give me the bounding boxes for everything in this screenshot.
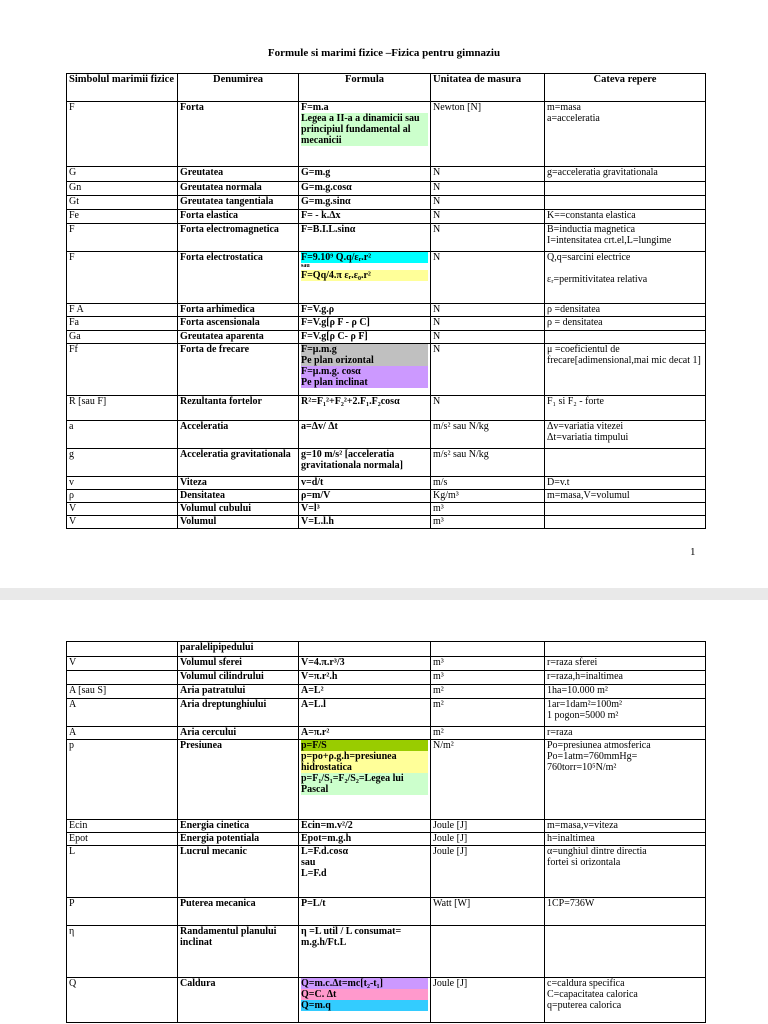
document-page-2 <box>0 600 768 1024</box>
cell-symbol: Gt <box>67 196 178 210</box>
cell-symbol: V <box>67 657 178 671</box>
cell-notes: c=caldura specifica C=capacitatea calorica q=puterea calorica <box>545 978 706 1023</box>
formula-line: G=m.g <box>301 167 331 178</box>
cell-unit: N <box>431 182 545 196</box>
cell-notes <box>545 182 706 196</box>
table-row <box>67 167 706 182</box>
table-header-row <box>67 74 706 102</box>
cell-name: Volumul sferei <box>178 657 299 671</box>
formula-line: F=9.10⁹ Q.q/εᵣ.r² <box>301 252 428 263</box>
cell-notes <box>545 196 706 210</box>
table-row <box>67 846 706 898</box>
formula-line: sau <box>301 857 316 868</box>
cell-unit: N <box>431 196 545 210</box>
cell-unit: m³ <box>431 671 545 685</box>
cell-symbol: g <box>67 449 178 477</box>
formula-line: P=L/t <box>301 898 326 909</box>
cell-name: Volumul cubului <box>178 503 299 516</box>
cell-formula <box>299 449 431 477</box>
cell-notes: 1ar=1dam²=100m² 1 pogon=5000 m² <box>545 699 706 727</box>
cell-notes <box>545 449 706 477</box>
cell-unit: Newton [N] <box>431 102 545 167</box>
cell-unit: m³ <box>431 657 545 671</box>
cell-name: Greutatea tangentiala <box>178 196 299 210</box>
cell-notes: r=raza sferei <box>545 657 706 671</box>
table-row <box>67 699 706 727</box>
cell-notes: Po=presiunea atmosferica Po=1atm=760mmHg= 760torr=10⁵N/m² <box>545 740 706 820</box>
cell-symbol: V <box>67 503 178 516</box>
table-row <box>67 224 706 252</box>
formula-line: V=4.π.r³/3 <box>301 657 345 668</box>
cell-name: Aria patratului <box>178 685 299 699</box>
table-row <box>67 396 706 421</box>
table-row <box>67 421 706 449</box>
cell-symbol: Ecin <box>67 820 178 833</box>
cell-name: Volumul cilindrului <box>178 671 299 685</box>
formula-line: a=Δv/ Δt <box>301 421 338 432</box>
page-number: 1 <box>690 546 696 558</box>
table-row <box>67 102 706 167</box>
formula-line: Epot=m.g.h <box>301 833 352 844</box>
cell-unit: Joule [J] <box>431 846 545 898</box>
formula-line: G=m.g.sinα <box>301 196 351 207</box>
cell-formula <box>299 846 431 898</box>
table-row <box>67 671 706 685</box>
formula-line: F= - k.Δx <box>301 210 341 221</box>
cell-symbol: Gn <box>67 182 178 196</box>
cell-name: Forta de frecare <box>178 344 299 396</box>
cell-symbol: a <box>67 421 178 449</box>
formula-line: G=m.g.cosα <box>301 182 352 193</box>
table-row <box>67 210 706 224</box>
cell-notes: m=masa a=acceleratia <box>545 102 706 167</box>
cell-notes: 1ha=10.000 m² <box>545 685 706 699</box>
cell-formula <box>299 926 431 978</box>
cell-notes <box>545 331 706 344</box>
formula-line: Legea a II-a a dinamicii sau principiul fundamental al mecanicii <box>301 113 428 146</box>
cell-formula <box>299 685 431 699</box>
table-row <box>67 820 706 833</box>
cell-notes <box>545 503 706 516</box>
cell-notes <box>545 926 706 978</box>
cell-notes: D=v.t <box>545 477 706 490</box>
table-row <box>67 252 706 304</box>
cell-unit: Joule [J] <box>431 820 545 833</box>
cell-name: Rezultanta fortelor <box>178 396 299 421</box>
formula-table-page-2 <box>66 641 706 1023</box>
cell-formula <box>299 477 431 490</box>
formula-line: ρ=m/V <box>301 490 331 501</box>
document-title: Formule si marimi fizice –Fizica pentru gimnaziu <box>267 47 501 59</box>
formula-line: sau <box>301 263 310 269</box>
formula-line: p=po+ρ.g.h=presiunea hidrostatica <box>301 751 428 773</box>
cell-symbol: A <box>67 699 178 727</box>
cell-unit: m² <box>431 727 545 740</box>
cell-notes: 1CP=736W <box>545 898 706 926</box>
table-row <box>67 490 706 503</box>
cell-name: Forta electromagnetica <box>178 224 299 252</box>
formula-line: F=B.I.L.sinα <box>301 224 356 235</box>
formula-line: Pe plan orizontal <box>301 355 428 366</box>
cell-notes: r=raza <box>545 727 706 740</box>
table-row <box>67 182 706 196</box>
cell-unit: Watt [W] <box>431 898 545 926</box>
table-row <box>67 503 706 516</box>
cell-formula <box>299 727 431 740</box>
cell-symbol: η <box>67 926 178 978</box>
formula-line: V=π.r².h <box>301 671 338 682</box>
formula-line: F=V.g.ρ <box>301 304 335 315</box>
cell-symbol: Q <box>67 978 178 1023</box>
formula-line: F=Qq/4.π εᵣ.ε₀.r² <box>301 270 428 281</box>
cell-unit: m² <box>431 699 545 727</box>
cell-name: Acceleratia gravitationala <box>178 449 299 477</box>
formula-line: p=F₁/S₁=F₂/S₂=Legea lui Pascal <box>301 773 428 795</box>
cell-symbol: F <box>67 252 178 304</box>
table-row <box>67 304 706 317</box>
cell-formula <box>299 490 431 503</box>
table-row <box>67 926 706 978</box>
table-row <box>67 833 706 846</box>
cell-formula <box>299 396 431 421</box>
cell-symbol: A <box>67 727 178 740</box>
cell-name: Caldura <box>178 978 299 1023</box>
cell-notes: g=acceleratia gravitationala <box>545 167 706 182</box>
cell-formula <box>299 657 431 671</box>
cell-notes: Δv=variatia vitezei Δt=variatia timpului <box>545 421 706 449</box>
cell-symbol: R [sau F] <box>67 396 178 421</box>
cell-symbol: p <box>67 740 178 820</box>
cell-notes: F₁ si F₂ - forte <box>545 396 706 421</box>
cell-formula <box>299 671 431 685</box>
cell-unit: N <box>431 396 545 421</box>
cell-notes <box>545 642 706 657</box>
cell-unit: N <box>431 210 545 224</box>
cell-unit: N <box>431 304 545 317</box>
formula-line: F=V.g[ρ F - ρ C] <box>301 317 370 328</box>
cell-name: Energia cinetica <box>178 820 299 833</box>
cell-name: Forta elastica <box>178 210 299 224</box>
cell-name: Aria cercului <box>178 727 299 740</box>
formula-line: η =L util / L consumat= m.g.h/Ft.L <box>301 926 402 948</box>
cell-unit <box>431 926 545 978</box>
header-name: Denumirea <box>178 74 299 102</box>
cell-notes: α=unghiul dintre directia fortei si orizontala <box>545 846 706 898</box>
cell-symbol: P <box>67 898 178 926</box>
formula-line: p=F/S <box>301 740 428 751</box>
cell-symbol: Fa <box>67 317 178 331</box>
cell-symbol <box>67 642 178 657</box>
cell-name: Aria dreptunghiului <box>178 699 299 727</box>
formula-line: Q=C. Δt <box>301 989 428 1000</box>
formula-line: V=L.l.h <box>301 516 334 527</box>
cell-formula <box>299 503 431 516</box>
cell-name: Lucrul mecanic <box>178 846 299 898</box>
header-unit: Unitatea de masura <box>431 74 545 102</box>
table-row <box>67 727 706 740</box>
cell-unit: m/s² sau N/kg <box>431 449 545 477</box>
cell-symbol: A [sau S] <box>67 685 178 699</box>
header-symbol: Simbolul marimii fizice <box>67 74 178 102</box>
cell-notes: ρ = densitatea <box>545 317 706 331</box>
cell-unit: N <box>431 167 545 182</box>
formula-line: F=μ.m.g <box>301 344 428 355</box>
cell-formula <box>299 102 431 167</box>
cell-notes: r=raza,h=inaltimea <box>545 671 706 685</box>
cell-formula <box>299 304 431 317</box>
formula-line: L=F.d.cosα <box>301 846 349 857</box>
table-row <box>67 685 706 699</box>
cell-notes: m=masa,v=viteza <box>545 820 706 833</box>
formula-line: g=10 m/s² [acceleratia gravitationala normala] <box>301 449 403 471</box>
cell-notes: h=inaltimea <box>545 833 706 846</box>
formula-line: Q=m.c.Δt=mc[t₂-t₁] <box>301 978 428 989</box>
cell-formula <box>299 642 431 657</box>
cell-name: Greutatea normala <box>178 182 299 196</box>
formula-line: Q=m.q <box>301 1000 428 1011</box>
cell-symbol: F <box>67 224 178 252</box>
cell-symbol: Epot <box>67 833 178 846</box>
cell-unit: m³ <box>431 503 545 516</box>
formula-line: V=l³ <box>301 503 320 514</box>
cell-formula <box>299 421 431 449</box>
cell-name: Puterea mecanica <box>178 898 299 926</box>
cell-symbol: G <box>67 167 178 182</box>
cell-formula <box>299 898 431 926</box>
cell-symbol: ρ <box>67 490 178 503</box>
formula-line: A=π.r² <box>301 727 330 738</box>
formula-line: Ecin=m.v²/2 <box>301 820 353 831</box>
cell-formula <box>299 331 431 344</box>
cell-unit: N <box>431 224 545 252</box>
cell-symbol: V <box>67 516 178 529</box>
cell-unit: Kg/m³ <box>431 490 545 503</box>
cell-formula <box>299 224 431 252</box>
cell-symbol: v <box>67 477 178 490</box>
cell-formula <box>299 699 431 727</box>
cell-formula <box>299 210 431 224</box>
table-row <box>67 642 706 657</box>
cell-formula <box>299 740 431 820</box>
cell-name: Forta ascensionala <box>178 317 299 331</box>
cell-symbol: Ff <box>67 344 178 396</box>
formula-line: F=m.a <box>301 102 329 113</box>
cell-notes: B=inductia magnetica I=intensitatea crt.el,L=lungime <box>545 224 706 252</box>
cell-formula <box>299 820 431 833</box>
cell-name: Forta arhimedica <box>178 304 299 317</box>
cell-formula <box>299 978 431 1023</box>
cell-formula <box>299 182 431 196</box>
cell-unit: N <box>431 317 545 331</box>
cell-formula <box>299 252 431 304</box>
cell-notes: Q,q=sarcini electrice εᵣ=permitivitatea relativa <box>545 252 706 304</box>
cell-symbol: L <box>67 846 178 898</box>
table-row <box>67 449 706 477</box>
table-row <box>67 898 706 926</box>
table-row <box>67 331 706 344</box>
cell-unit: N <box>431 344 545 396</box>
cell-name: Randamentul planului inclinat <box>178 926 299 978</box>
formula-line: L=F.d <box>301 868 327 879</box>
table-row <box>67 344 706 396</box>
cell-notes: m=masa,V=volumul <box>545 490 706 503</box>
cell-name: Volumul <box>178 516 299 529</box>
cell-formula <box>299 196 431 210</box>
cell-formula <box>299 516 431 529</box>
cell-unit: Joule [J] <box>431 978 545 1023</box>
formula-line: F=μ.m.g. cosα <box>301 366 428 377</box>
cell-formula <box>299 167 431 182</box>
cell-symbol: Ga <box>67 331 178 344</box>
cell-name: Forta electrostatica <box>178 252 299 304</box>
formula-line: v=d/t <box>301 477 324 488</box>
cell-unit: m/s <box>431 477 545 490</box>
formula-line: R²=F₁²+F₂²+2.F₁.F₂cosα <box>301 396 400 407</box>
cell-unit: m² <box>431 685 545 699</box>
cell-unit: Joule [J] <box>431 833 545 846</box>
cell-formula <box>299 833 431 846</box>
cell-symbol: F <box>67 102 178 167</box>
table-row <box>67 978 706 1023</box>
cell-symbol: F A <box>67 304 178 317</box>
cell-name: Presiunea <box>178 740 299 820</box>
formula-line: A=L.l <box>301 699 326 710</box>
cell-unit: m³ <box>431 516 545 529</box>
cell-name: Greutatea <box>178 167 299 182</box>
cell-unit: N <box>431 331 545 344</box>
table-row <box>67 740 706 820</box>
formula-line: A=L² <box>301 685 324 696</box>
cell-name: Acceleratia <box>178 421 299 449</box>
table-row <box>67 516 706 529</box>
cell-name: Greutatea aparenta <box>178 331 299 344</box>
cell-unit: m/s² sau N/kg <box>431 421 545 449</box>
table-row <box>67 196 706 210</box>
cell-symbol <box>67 671 178 685</box>
cell-name: Viteza <box>178 477 299 490</box>
formula-line: Pe plan inclinat <box>301 377 428 388</box>
table-row <box>67 657 706 671</box>
cell-notes: K==constanta elastica <box>545 210 706 224</box>
cell-name: Energia potentiala <box>178 833 299 846</box>
cell-name: Densitatea <box>178 490 299 503</box>
cell-unit <box>431 642 545 657</box>
cell-formula <box>299 317 431 331</box>
cell-notes <box>545 516 706 529</box>
cell-formula <box>299 344 431 396</box>
cell-name: Forta <box>178 102 299 167</box>
header-notes: Cateva repere <box>545 74 706 102</box>
header-formula: Formula <box>299 74 431 102</box>
cell-name: paralelipipedului <box>178 642 299 657</box>
cell-unit: N/m² <box>431 740 545 820</box>
table-row <box>67 477 706 490</box>
formula-table-page-1 <box>66 73 706 529</box>
formula-line: F=V.g[ρ C- ρ F] <box>301 331 368 342</box>
cell-notes: μ =coeficientul de frecare[adimensional,mai mic decat 1] <box>545 344 706 396</box>
cell-notes: ρ =densitatea <box>545 304 706 317</box>
cell-symbol: Fe <box>67 210 178 224</box>
cell-unit: N <box>431 252 545 304</box>
table-row <box>67 317 706 331</box>
